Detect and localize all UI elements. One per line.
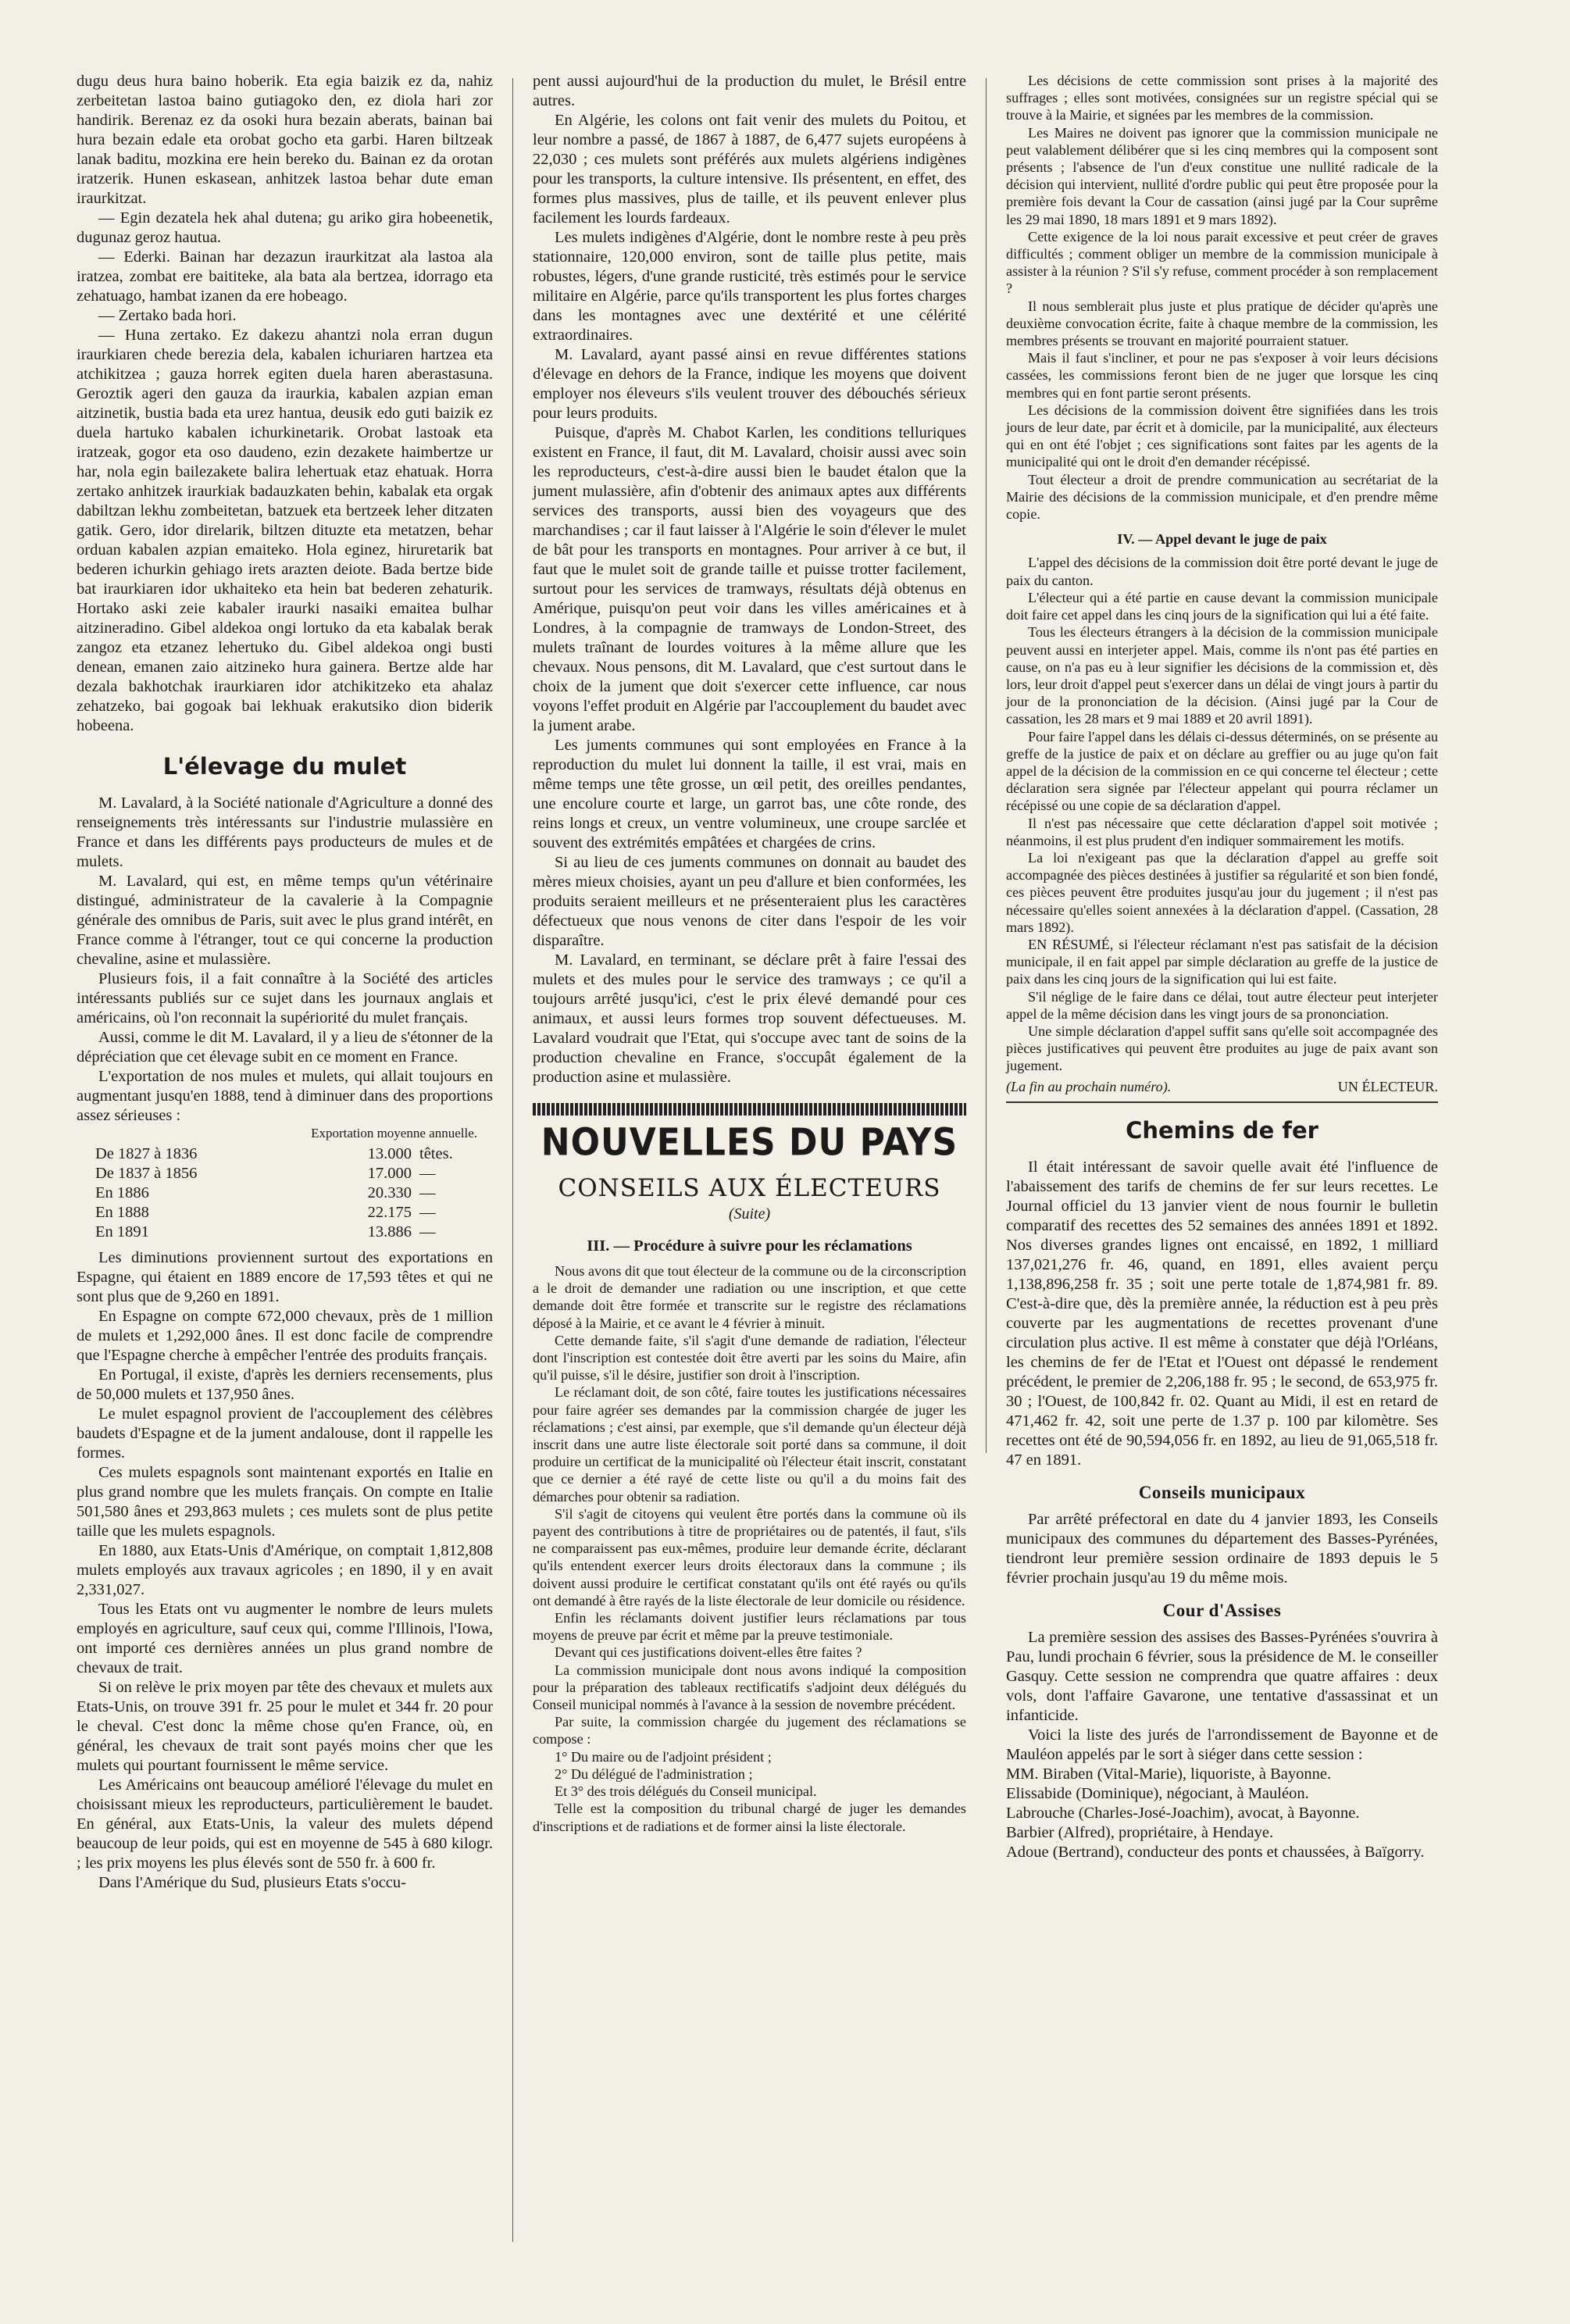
paragraph: Les diminutions proviennent surtout des exportations en Espagne, qui étaient en 1889 encore de 17,593 têtes et qui ne sont plus que de 9,260 en 1891.	[77, 1249, 493, 1305]
continuation-note: (La fin au prochain numéro).	[1006, 1078, 1172, 1094]
article-title: Cour d'Assises	[1162, 1600, 1282, 1620]
paragraph: Et 3° des trois délégués du Conseil municipal.	[555, 1783, 817, 1800]
paragraph: Les décisions de cette commission sont prises à la majorité des suffrages ; elles sont motivées, consignées sur un registre spécial qui se trouve à la Mairie, et signées par les membres de la commission.	[1006, 73, 1438, 123]
paragraph: Il était intéressant de savoir quelle avait été l'influence de l'abaissement des tarifs de chemins de fer sur leurs recettes. Le Journal officiel du 13 janvier vient de nous fournir le bulletin comparatif des recettes des 52 semaines des années 1891 et 1892. Nos diverses grandes lignes ont encaissé, en 1892, 1 milliard 137,021,276 fr. 46, quand, en 1891, elles avaient perçu 1,138,896,258 fr. 35 ; soit une perte totale de 1,874,981 fr. 89. C'est-à-dire que, dès la première année, la réduction est à peu près couverte par les augmentations de recettes provenant d'une circulation plus active. Il est même à constater que déjà l'Orléans, les chemins de fer de l'Etat et l'Ouest ont dépassé le rendement précédent, le premier de 2,206,188 fr. 95 ; le second, de 653,975 fr. 30 ; l'Ouest, de 100,842 fr. 02. Quant au Midi, il est en retard de 471,462 fr. 42, soit une perte de 1.37 p. 100 par kilomètre. Ses recettes ont été de 90,594,056 fr. en 1892, au lieu de 91,065,518 fr. 47 en 1891.	[1006, 1158, 1438, 1469]
paragraph: S'il néglige de le faire dans ce délai, tout autre électeur peut interjeter appel de la même décision dans les vingt jours de sa prononciation.	[1006, 988, 1438, 1022]
paragraph: Pour faire l'appel dans les délais ci-dessus déterminés, on se présente au greffe de la justice de paix et on déclare au greffier ou au juge qu'on fait appel de la décision de la commission en ce qui concerne tel électeur ; cette déclaration sera signée par l'électeur appelant qui pourra réclamer un récépissé ou une copie de sa déclaration d'appel.	[1006, 728, 1438, 814]
paragraph: Il nous semblerait plus juste et plus pratique de décider qu'après une deuxième convocation écrite, faite à chaque membre de la commission, les membres présents se trouvant en majorité pourraient statuer.	[1006, 298, 1438, 349]
paragraph: L'électeur qui a été partie en cause devant la commission municipale doit faire cet appel dans les cinq jours de la signification qui lui a été faite.	[1006, 589, 1438, 623]
table-cell-period: En 1888	[95, 1204, 149, 1221]
paragraph: Voici la liste des jurés de l'arrondissement de Bayonne et de Mauléon appelés par le sort à siéger dans cette session :	[1006, 1726, 1438, 1763]
table-cell-period: De 1837 à 1856	[95, 1165, 198, 1182]
paragraph: Si au lieu de ces juments communes on donnait au baudet des mères mieux choisies, ayant un peu d'allure et bien conformées, les produits seraient meilleurs et ne présenteraient plus les caractères défectueux que nous venons de citer dans l'espoir de les voir disparaître.	[533, 854, 966, 949]
paragraph: En Algérie, les colons ont fait venir des mulets du Poitou, et leur nombre a passé, de 1867 à 1887, de 6,477 sujets européens à 22,030 ; ces mulets sont préférés aux mulets algériens indigènes pour les transports, la culture intensive. Ils présentent, en effet, des formes plus massives, plus de taille, et ils peuvent enlever plus facilement les lourds fardeaux.	[533, 112, 966, 227]
table-cell-value: 22.175	[367, 1204, 412, 1221]
export-table	[95, 1144, 466, 1242]
paragraph: Plusieurs fois, il a fait connaître à la Société des articles intéressants publiés sur ce sujet dans les journaux anglais et américains, où l'on reconnait la supériorité du mulet français.	[77, 970, 493, 1026]
table-header: Exportation moyenne annuelle.	[311, 1126, 477, 1141]
paragraph: Les décisions de la commission doivent être signifiées dans les trois jours de leur date, par écrit et à domicile, par la municipalité, aux électeurs qui en ont été l'objet ; ces significations sont faites par les agents de la municipalité qui ont le droit d'en demander récépissé.	[1006, 402, 1438, 470]
paragraph: Enfin les réclamants doivent justifier leurs réclamations par tous moyens de preuve par écrit et même par la preuve testimoniale.	[533, 1610, 966, 1644]
table-cell-unit: têtes.	[419, 1145, 453, 1162]
basque-article	[77, 72, 493, 736]
table-row	[95, 1164, 466, 1183]
table-cell-unit: —	[419, 1204, 436, 1221]
table-cell-period: De 1827 à 1836	[95, 1145, 198, 1162]
paragraph: Devant qui ces justifications doivent-elles être faites ?	[555, 1644, 862, 1661]
column-1	[77, 72, 493, 1893]
paragraph: Tout électeur a droit de prendre communication au secrétariat de la Mairie des décisions de la commission municipale, et d'en prendre même copie.	[1006, 471, 1438, 523]
paragraph: Par arrêté préfectoral en date du 4 janvier 1893, les Conseils municipaux des communes du département des Basses-Pyrénées, tiendront leur première session ordinaire de 1893 depuis le 5 février prochain jusqu'au 19 du même mois.	[1006, 1510, 1438, 1587]
paragraph: En Portugal, il existe, d'après les derniers recensements, plus de 50,000 mulets et 137,950 ânes.	[77, 1366, 493, 1403]
elevage-article	[77, 794, 493, 1893]
paragraph: Une simple déclaration d'appel suffit sans qu'elle soit accompagnée des pièces justificatives qui peuvent être produites au juge de paix avant son jugement.	[1006, 1023, 1438, 1074]
list-item: Elissabide (Dominique), négociant, à Mauléon.	[1006, 1784, 1309, 1802]
list-item: Labrouche (Charles-José-Joachim), avocat, à Bayonne.	[1006, 1804, 1360, 1822]
paragraph: En Espagne on compte 672,000 chevaux, près de 1 million de mulets et 1,292,000 ânes. Il est donc facile de comprendre que l'Espagne cherche à empêcher l'entrée des produits français.	[77, 1308, 493, 1364]
table-cell-value: 13.886	[367, 1223, 412, 1241]
paragraph: M. Lavalard, qui est, en même temps qu'un vétérinaire distingué, administrateur de la cavalerie à la Compagnie générale des omnibus de Paris, suit avec le plus grand intérêt, en France comme à l'étranger, tout ce qui concerne la production chevaline, asine et mulassière.	[77, 873, 493, 968]
paragraph: Tous les électeurs étrangers à la décision de la commission municipale peuvent aussi en interjeter appel. Mais, comme ils n'ont pas été parties en cause, on n'a pas eu à leur signifier les décisions de la commission et, dès lors, leur droit d'appel peut s'exercer dans un délai de vingt jours à partir du jour de la prononciation de la décision. (Ainsi jugé par la Cour de cassation, les 28 mars et 9 mai 1889 et 20 avril 1891).	[1006, 624, 1438, 727]
list-item: Adoue (Bertrand), conducteur des ponts et chaussées, à Baïgorry.	[1006, 1843, 1425, 1861]
paragraph: — Egin dezatela hek ahal dutena; gu ariko gira hobeenetik, dugunaz geroz hautua.	[77, 209, 493, 246]
list-item: Barbier (Alfred), propriétaire, à Hendaye.	[1006, 1823, 1274, 1841]
table-cell-unit: —	[419, 1165, 436, 1182]
table-cell-unit: —	[419, 1184, 436, 1201]
jury-list	[1006, 1765, 1438, 1862]
paragraph: Nous avons dit que tout électeur de la commune ou de la circonscription a le droit de demander une radiation ou une inscription, et que cette demande doit être formée et transcrite sur le registre des réclamations déposé à la Mairie, et ce avant le 4 février à minuit.	[533, 1263, 966, 1331]
paragraph: 1° Du maire ou de l'adjoint président ;	[555, 1748, 772, 1765]
paragraph: Puisque, d'après M. Chabot Karlen, les conditions telluriques existent en France, il faut, dit M. Lavalard, choisir aussi avec soin les reproducteurs, c'est-à-dire aussi bien le baudet étalon que la jument mulassière, afin d'obtenir des animaux aptes aux différents services des transports, aussi bien des voyageurs que des marchandises ; car il faut laisser à l'Algérie le soin d'élever le mulet de bât pour les transports en montagnes. Pour arriver à ce but, il faut que le mulet soit de grande taille et puisse trotter facilement, surtout pour les services de tramways, résultats déjà obtenus en Amérique, puisqu'on peut voir dans les villes américaines et à Londres, à la compagnie de tramways de London-Street, des mulets traînant de lourdes voitures à la même allure que les chevaux. Nous pensons, dit M. Lavalard, que c'est surtout dans le choix de la jument que doit s'exercer cette influence, car nous voyons l'effet produit en Algérie par l'accouplement du baudet avec la jument arabe.	[533, 424, 966, 734]
paragraph: — Zertako bada hori.	[98, 307, 237, 324]
column-3	[1006, 72, 1438, 1862]
paragraph: La première session des assises des Basses-Pyrénées s'ouvrira à Pau, lundi prochain 6 février, sous la présidence de M. le conseiller Gasquy. Cette session ne comprendra que quatre affaires : deux vols, dont l'affaire Gavarone, une tentative d'assassinat et un infanticide.	[1006, 1628, 1438, 1724]
subtitle: (Suite)	[728, 1205, 771, 1223]
table-cell-period: En 1886	[95, 1184, 149, 1201]
paragraph: Il n'est pas nécessaire que cette déclaration d'appel soit motivée ; néanmoins, il est plus prudent d'en indiquer sommairement les motifs.	[1006, 815, 1438, 848]
paragraph: M. Lavalard, ayant passé ainsi en revue différentes stations d'élevage en dehors de la France, indique les moyens que doivent employer nos éleveurs s'ils veulent trouver des débouchés sérieux pour leurs produits.	[533, 346, 966, 422]
section-heading: III. — Procédure à suivre pour les réclamations	[587, 1237, 912, 1255]
table-cell-unit: —	[419, 1223, 436, 1241]
paragraph: Par suite, la commission chargée du jugement des réclamations se compose :	[533, 1714, 966, 1747]
procedure-continued	[1006, 72, 1438, 1095]
paragraph: L'appel des décisions de la commission doit être porté devant le juge de paix du canton.	[1006, 555, 1438, 588]
table-row	[95, 1144, 466, 1164]
paragraph: La commission municipale dont nous avons indiqué la composition pour la préparation des tableaux rectificatifs s'adjoint deux délégués du Conseil municipal nommés à l'avance à la session de novembre précédent.	[533, 1662, 966, 1713]
paragraph: La loi n'exigeant pas que la déclaration d'appel au greffe soit accompagnée des pièces destinées à justifier sa régularité et son bien fondé, ces pièces peuvent être produites jusqu'au jour du jugement ; il n'est pas nécessaire qu'elles soient annexées à la déclaration d'appel. (Cassation, 28 mars 1892).	[1006, 849, 1438, 935]
table-row	[95, 1203, 466, 1223]
article-title: Chemins de fer	[1126, 1116, 1318, 1144]
elevage-continued	[533, 72, 966, 1087]
paragraph: dugu deus hura baino hoberik. Eta egia baizik ez da, nahiz zerbeitetan lastoa baino gutiagoko den, ez diola hari zor handirik. Berenaz ez da osoki hura bezain aberats, bainan bai hura bezain edale eta orobat gocho eta garbi. Haren biltzeak lanak baditu, mozkina ere hein bereko du. Bainan ez da orotan iratzerik. Hunen eskasean, anhitzek lastoa behar dute eman iraurkitzat.	[77, 73, 493, 207]
paragraph: — Huna zertako. Ez dakezu ahantzi nola erran dugun iraurkiaren chede berezia dela, kabalen ichuriaren hartzea eta atchikitzea ; gauza horrek egiten duela haren aberastasuna. Geroztik ageri den gauza da iraurkia, kabalen azpian eman aitzinetik, bustia bada eta urez hantua, deusik edo guti baizik ez duela hartuko kabalen ichurkinetarik. Orobat lastoak eta iratzeak, gogor eta oso daudeno, ezin dezakete haimbertze ur har, nola egin bailezakete balira lehertuak etaz ehatuak. Horra zertako anhitzek iraurkiak badauzkaten behin, kabalak eta orgak dabiltzan lekhu zombeitetan, batzuek eta bertzeek leher ditzaten gatik. Gero, idor direlarik, biltzen dituzte eta metatzen, behar orduan kabalen azpian emaiteko. Hola eginez, hiruretarik bat bederen ichurkin gehiago irets arazten deiote. Bada bertze bide bat iraurkiaren idor ukhaiteko eta hein bat bederen zehaturik. Hortako aski zeie kabaler iraurki nasaiki emaitea bulhar aitzineradino. Gibel aldekoa ongi lortuko da eta kabalak berak zangoz eta etzanez lehertuko du. Gibel aldekoa ongi busti denean, emanen zaio aitzineko hura gainera. Bertze alde har dezala bakhotchak iraurkiaren idor atchikitzeko eta ahalaz zehatzeko, bai gogoak bai lekhuak erakutsiko dion biderik hobeena.	[77, 327, 493, 734]
paragraph: Les juments communes qui sont employées en France à la reproduction du mulet lui donnent la taille, il est vrai, mais en même temps une tête grosse, un œil petit, des oreilles pendantes, une encolure courte et large, un garrot bas, une côte ronde, des reins longs et creux, un ventre volumineux, une croupe sarclée et souvent des extrémités empâtées et chargées de crins.	[533, 737, 966, 851]
paragraph: Le réclamant doit, de son côté, faire toutes les justifications nécessaires pour faire agréer ses demandes par la commission chargée de juger les réclamations ; c'est ainsi, par exemple, que s'il demande qu'un électeur déjà inscrit dans une autre liste électorale soit porté dans sa commune, il doit produire un certificat de la municipalité où l'électeur était inscrit, constatant que ce dernier a été rayé de cette liste ou qu'il a du moins fait des démarches pour obtenir sa radiation.	[533, 1384, 966, 1505]
paragraph: Aussi, comme le dit M. Lavalard, il y a lieu de s'étonner de la dépréciation que cet élevage subit en ce moment en France.	[77, 1029, 493, 1066]
paragraph: Dans l'Amérique du Sud, plusieurs Etats s'occu-	[98, 1874, 406, 1891]
column-2	[533, 72, 966, 1835]
table-cell-value: 13.000	[367, 1145, 412, 1162]
table-cell-period: En 1891	[95, 1223, 149, 1241]
paragraph: pent aussi aujourd'hui de la production du mulet, le Brésil entre autres.	[533, 73, 966, 109]
paragraph: Telle est la composition du tribunal chargé de juger les demandes d'inscriptions et de radiations et de former ainsi la liste électorale.	[533, 1801, 966, 1834]
paragraph: Cette exigence de la loi nous parait excessive et peut créer de graves difficultés ; comment obliger un membre de la commission municipale à assister à la réunion ? S'il s'y refuse, comment procéder à son remplacement ?	[1006, 228, 1438, 297]
paragraph: Si on relève le prix moyen par tête des chevaux et mulets aux Etats-Unis, on trouve 391 fr. 25 pour le mulet et 344 fr. 20 pour le cheval. C'est donc la même chose qu'en France, où, en général, les chevaux de trait sont payés moins cher que les mulets qui pourtant fournissent le même service.	[77, 1679, 493, 1774]
article-title: Conseils municipaux	[1138, 1482, 1306, 1502]
paragraph: Ces mulets espagnols sont maintenant exportés en Italie en plus grand nombre que les mulets français. On compte en Italie 501,580 ânes et 293,863 mulets ; ces mulets sont de plus petite taille que les mulets espagnols.	[77, 1464, 493, 1540]
paragraph: Tous les Etats ont vu augmenter le nombre de leurs mulets employés en agriculture, sauf ceux qui, comme l'Illinois, l'Iowa, ont importé ces dernières années un plus grand nombre de chevaux de trait.	[77, 1601, 493, 1676]
article-title: L'élevage du mulet	[162, 753, 407, 780]
paragraph: — Ederki. Bainan har dezazun iraurkitzat ala lastoa ala iratzea, zombat ere baititeke, ala bata ala bertzea, idorrago eta zehatuago, hambat izanen da ere hobeago.	[77, 248, 493, 305]
procedure-text	[533, 1262, 966, 1835]
table-cell-value: 17.000	[367, 1165, 412, 1182]
paragraph: En 1880, aux Etats-Unis d'Amérique, on comptait 1,812,808 mulets employés aux travaux agricoles ; en 1890, il y en avait 2,331,027.	[77, 1542, 493, 1598]
column-rule	[986, 78, 987, 1453]
paragraph: Cette demande faite, s'il s'agit d'une demande de radiation, l'électeur dont l'inscription est contestée doit être averti par les soins du Maire, afin qu'il puisse, s'il le désire, justifier son droit à l'inscription.	[533, 1332, 966, 1383]
table-row	[95, 1183, 466, 1203]
paragraph: Les Américains ont beaucoup amélioré l'élevage du mulet en choisissant mieux les reproducteurs, particulièrement le baudet. En général, aux Etats-Unis, la valeur des mulets dépend beaucoup de leur poids, qui est en moyenne de 545 à 680 kilogr. ; les prix moyens les plus élevés sont de 550 fr. à 600 fr.	[77, 1776, 493, 1872]
article-title: CONSEILS AUX ÉLECTEURS	[558, 1174, 941, 1202]
section-heading: IV. — Appel devant le juge de paix	[1117, 531, 1327, 548]
decorative-rule	[533, 1103, 966, 1116]
paragraph: Les mulets indigènes d'Algérie, dont le nombre reste à peu près stationnaire, 120,000 environ, sont de taille plus petite, mais robustes, légers, d'une grande rusticité, très estimés pour le service militaire en Algérie, parce qu'ils transportent les plus fortes charges dans les montagnes avec une dextérité et une célérité extraordinaires.	[533, 229, 966, 344]
divider	[1006, 1101, 1438, 1103]
paragraph: M. Lavalard, à la Société nationale d'Agriculture a donné des renseignements très intéressants sur l'industrie mulassière en France et dans les différents pays producteurs de mules et de mulets.	[77, 794, 493, 870]
list-item: MM. Biraben (Vital-Marie), liquoriste, à Bayonne.	[1006, 1765, 1332, 1783]
signature: UN ÉLECTEUR.	[1337, 1078, 1438, 1094]
signature-line	[1006, 1078, 1438, 1095]
table-cell-value: 20.330	[367, 1184, 412, 1201]
table-row	[95, 1223, 466, 1242]
paragraph: EN RÉSUMÉ, si l'électeur réclamant n'est pas satisfait de la décision municipale, il en fait appel par simple déclaration au greffe de la justice de paix dans les cinq jours de la signification qui lui est faite.	[1006, 936, 1438, 987]
column-rule	[512, 78, 513, 2242]
paragraph: Les Maires ne doivent pas ignorer que la commission municipale ne peut valablement délibérer que si les cinq membres qui la composent sont présents ; l'absence de l'un d'eux constitue une nullité radicale de la décision qui intervient, nullité d'ordre public qui peut être proposée pour la première fois devant la Cour de cassation (ainsi jugé par la Cour suprême les 29 mai 1890, 18 mars 1891 et 9 mars 1892).	[1006, 124, 1438, 227]
paragraph: S'il s'agit de citoyens qui veulent être portés dans la commune où ils payent des contributions à titre de propriétaires ou de patentés, il faut, s'ils ne comparaissent pas eux-mêmes, produire leur demande écrite, déclarant qu'ils entendent exercer leurs droits électoraux dans la commune ; ils doivent aussi produire le certificat constatant qu'ils ont été rayés ou qu'ils ont demandé à être rayés de la liste électorale de leur domicile ou résidence.	[533, 1505, 966, 1608]
paragraph: M. Lavalard, en terminant, se déclare prêt à faire l'essai des mulets et des mules pour le service des tramways ; ce qu'il a toujours arrêté jusqu'ici, c'est le prix élevé demandé pour ces animaux, et aussi leurs formes trop souvent défectueuses. M. Lavalard voudrait que l'Etat, qui s'occupe avec tant de soins de la production chevaline en France, s'occupât également de la production asine et mulassière.	[533, 951, 966, 1086]
paragraph: L'exportation de nos mules et mulets, qui allait toujours en augmentant jusqu'en 1888, tend à diminuer dans des proportions assez sérieuses :	[77, 1068, 493, 1124]
section-masthead: NOUVELLES DU PAYS	[541, 1120, 958, 1165]
paragraph: Le mulet espagnol provient de l'accouplement des célèbres baudets d'Espagne et de la jument andalouse, dont il rappelle les formes.	[77, 1405, 493, 1462]
paragraph: 2° Du délégué de l'administration ;	[555, 1765, 753, 1782]
paragraph: Mais il faut s'incliner, et pour ne pas s'exposer à voir leurs décisions cassées, les commissions feront bien de ne juger que lorsque les cinq membres qui en font partie seront présents.	[1006, 350, 1438, 401]
